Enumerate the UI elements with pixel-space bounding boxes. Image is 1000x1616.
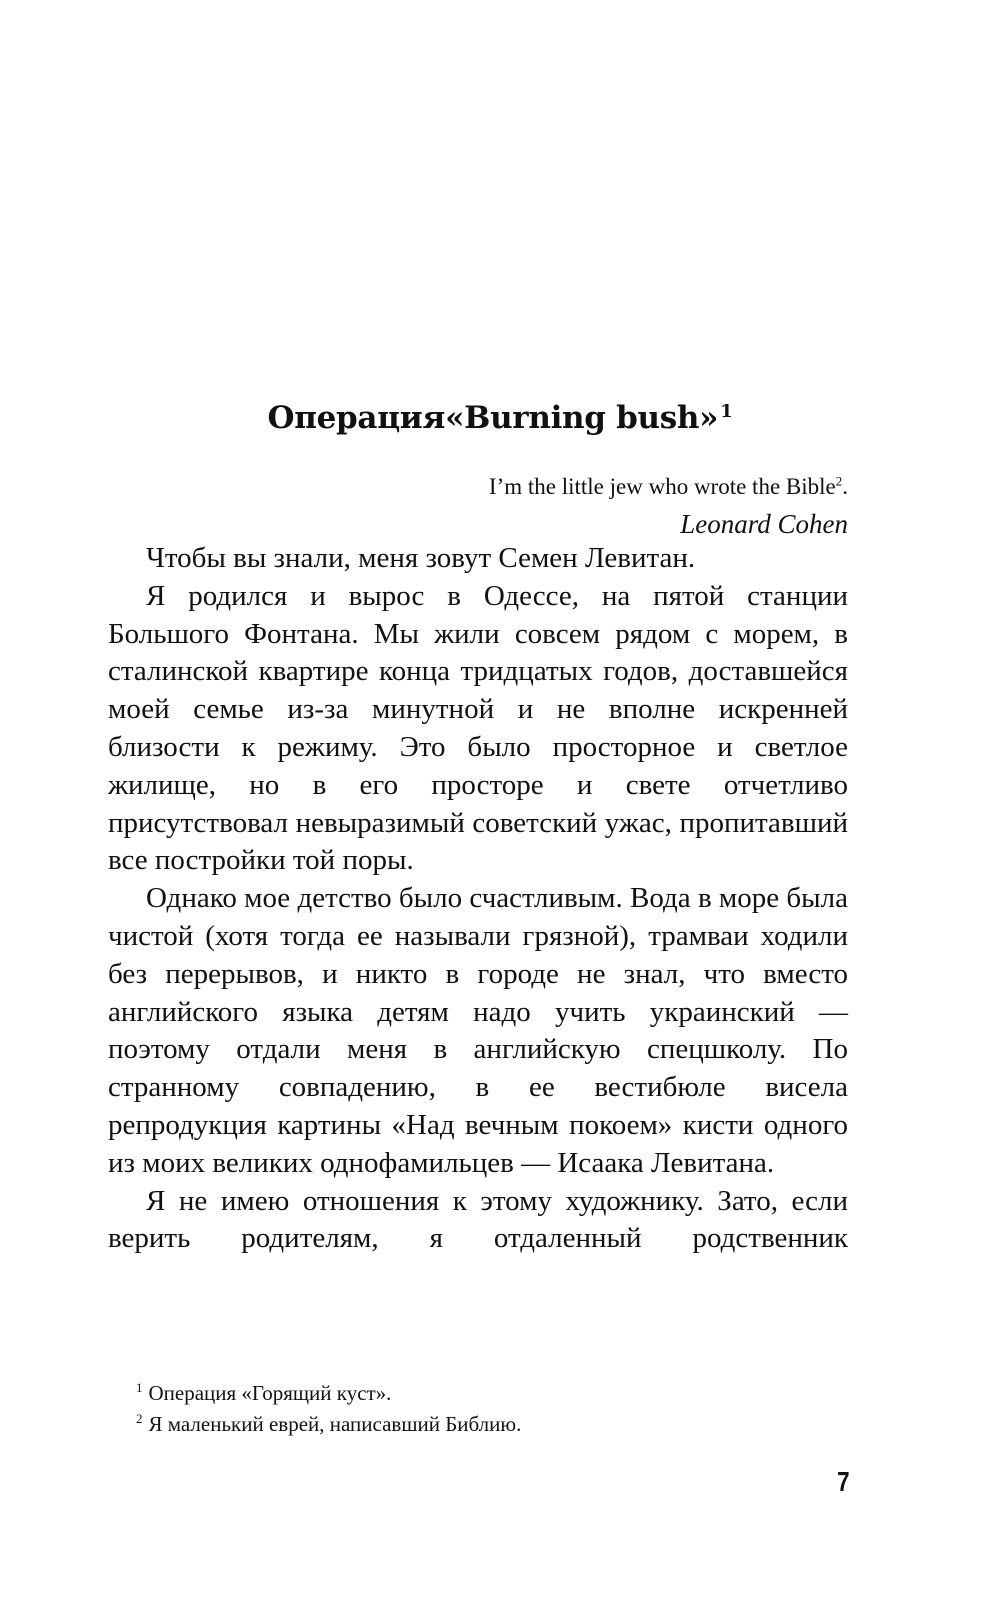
paragraph: Однако мое детство было счастливым. Вода в море была чистой (хотя тогда ее называли грязной), трамваи ходили без перерывов, и никто в городе не знал, что вместо английского языка детям надо учить украинский — поэтому отдали меня в английскую спецшколу. По странному совпадению, в ее вестибюле висела репродукция картины «Над вечным покоем» кисти одного из моих великих однофамильцев — Исаака Левитана. [108,882,848,1179]
page-number: 7 [837,1466,850,1497]
paragraph: Я родился и вырос в Одессе, на пятой станции Большого Фонтана. Мы жили совсем рядом с морем, в сталинской квартире конца тридцатых годов, доставшейся моей семье из-за минутной и не вполне искренней близости к режиму. Это было просторное и светлое жилище, но в его просторе и свете отчетливо присутствовал невыразимый советский ужас, пропитавший все постройки той поры. [108,579,848,877]
footnote-mark: 1 [136,1380,143,1395]
footnote-text: Операция «Горящий куст». [148,1381,392,1405]
epigraph-author: Leonard Cohen [680,509,848,539]
epigraph-quote-end: . [842,474,848,499]
chapter-title-footnote-ref: 1 [720,400,733,422]
epigraph [489,470,848,544]
footnote-mark: 2 [136,1411,143,1426]
paragraph: Чтобы вы знали, меня зовут Семен Левитан. [146,542,696,574]
footnotes [136,1378,856,1440]
chapter-title [0,400,1000,436]
epigraph-quote [489,470,848,504]
body-text [108,540,848,1258]
epigraph-quote-text: I’m the little jew who wrote the Bible [488,474,836,499]
epigraph-footnote-ref: 2 [835,473,843,489]
paragraph: Я не имею отношения к этому художнику. Зато, если верить родителям, я отдаленный родственник [108,1184,848,1255]
footnote [136,1409,856,1440]
chapter-title-text: Операция«Burning bush» [267,400,719,436]
footnote [136,1378,856,1409]
footnote-text: Я маленький еврей, написавший Библию. [148,1412,522,1436]
